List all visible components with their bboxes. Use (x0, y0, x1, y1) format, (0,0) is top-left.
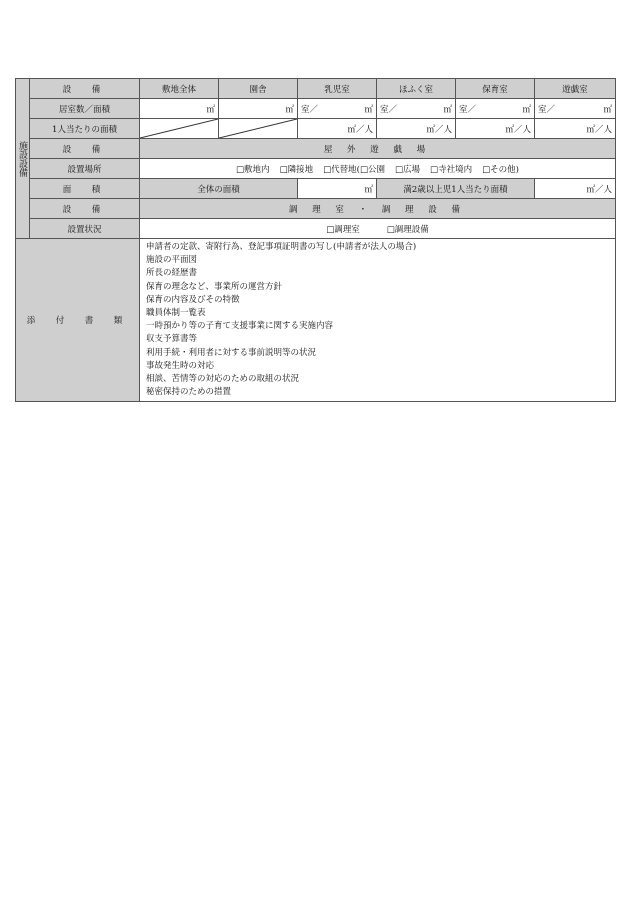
attachment-item: 所長の経歴書 (146, 268, 198, 279)
room-prefix: 室／ (538, 104, 556, 115)
outdoor-header-row (16, 139, 616, 159)
attachments-row (16, 239, 616, 402)
attachment-item: 収支予算書等 (146, 334, 198, 345)
unit-sqm: ㎡ (522, 104, 531, 115)
unit-sqm: ㎡ (285, 104, 294, 115)
equipment-header-row (16, 79, 616, 99)
col-site-total: 敷地全体 (140, 79, 219, 99)
crawling-room-field[interactable] (377, 99, 456, 119)
attachments-label: 添 付 書 類 (16, 239, 140, 402)
diagonal-line (219, 119, 297, 138)
attachment-item: 利用手続・利用者に対する事前説明等の状況 (146, 347, 317, 358)
unit-sqm-per-person: ㎡／人 (586, 184, 612, 195)
unit-sqm: ㎡ (364, 104, 373, 115)
total-area-field[interactable] (298, 179, 377, 199)
location-row (16, 159, 616, 179)
infant-room-field[interactable] (298, 99, 377, 119)
facility-side-label: 施設設備 (16, 79, 30, 239)
total-area-label: 全体の面積 (140, 179, 298, 199)
room-prefix: 室／ (301, 104, 319, 115)
area-label: 面 積 (30, 179, 140, 199)
diagonal-blank-cell (140, 119, 219, 139)
attachment-item: 一時預かり等の子育て支援事業に関する実施内容 (146, 321, 334, 332)
outdoor-equipment-label: 設 備 (30, 139, 140, 159)
location-label: 設置場所 (30, 159, 140, 179)
facility-table (15, 78, 616, 402)
attachments-list (140, 239, 616, 402)
attachment-item: 事故発生時の対応 (146, 360, 215, 371)
attachment-item: 保育の理念など、事業所の運営方針 (146, 281, 283, 292)
checkbox-alternative[interactable]: □代替地(□公園 (323, 164, 386, 175)
unit-sqm-per-person: ㎡／人 (586, 124, 612, 135)
checkbox-plaza[interactable]: □広場 (395, 164, 421, 175)
unit-sqm: ㎡ (364, 184, 373, 195)
building-area-field[interactable] (219, 99, 298, 119)
checkbox-temple-shrine[interactable]: □寺社境内 (430, 164, 473, 175)
room-prefix: 室／ (380, 104, 398, 115)
per-child-area-field[interactable] (535, 179, 616, 199)
nursery-room-field[interactable] (456, 99, 535, 119)
per-child-area-label: 満2歳以上児1人当たり面積 (377, 179, 535, 199)
nursery-per-person-field[interactable] (456, 119, 535, 139)
attachment-item: 職員体制一覧表 (146, 308, 206, 319)
checkbox-kitchen-room[interactable]: □調理室 (326, 224, 360, 235)
equipment-label: 設 備 (30, 79, 140, 99)
playroom-per-person-field[interactable] (535, 119, 616, 139)
unit-sqm-per-person: ㎡／人 (505, 124, 531, 135)
unit-sqm: ㎡ (443, 104, 452, 115)
attachment-item: 保育の内容及びその特徴 (146, 294, 240, 305)
unit-sqm: ㎡ (206, 104, 215, 115)
infant-per-person-field[interactable] (298, 119, 377, 139)
col-crawling-room: ほふく室 (377, 79, 456, 99)
unit-sqm-per-person: ㎡／人 (347, 124, 373, 135)
checkbox-on-site[interactable]: □敷地内 (236, 164, 270, 175)
diagonal-line (140, 119, 218, 138)
col-nursery-room: 保育室 (456, 79, 535, 99)
site-area-field[interactable] (140, 99, 219, 119)
col-infant-room: 乳児室 (298, 79, 377, 99)
outdoor-area-row (16, 179, 616, 199)
playroom-field[interactable] (535, 99, 616, 119)
diagonal-blank-cell (219, 119, 298, 139)
kitchen-status-label: 設置状況 (30, 219, 140, 239)
unit-sqm-per-person: ㎡／人 (426, 124, 452, 135)
kitchen-options (140, 219, 616, 239)
col-playroom: 遊戯室 (535, 79, 616, 99)
kitchen-equipment-label: 設 備 (30, 199, 140, 219)
room-prefix: 室／ (459, 104, 477, 115)
col-building: 園舎 (219, 79, 298, 99)
application-form-sheet (15, 78, 615, 402)
rooms-area-row (16, 99, 616, 119)
checkbox-kitchen-equipment[interactable]: □調理設備 (386, 224, 429, 235)
kitchen-status-row (16, 219, 616, 239)
rooms-area-label: 居室数／面積 (30, 99, 140, 119)
location-options (140, 159, 616, 179)
per-person-label: 1人当たりの面積 (30, 119, 140, 139)
attachment-item: 申請者の定款、寄附行為、登記事項証明書の写し(申請者が法人の場合) (146, 242, 417, 252)
crawling-per-person-field[interactable] (377, 119, 456, 139)
outdoor-title: 屋 外 遊 戯 場 (140, 139, 616, 159)
attachment-item: 秘密保持のための措置 (146, 387, 232, 398)
unit-sqm: ㎡ (603, 104, 612, 115)
per-person-row (16, 119, 616, 139)
kitchen-title: 調 理 室 ・ 調 理 設 備 (140, 199, 616, 219)
checkbox-adjacent[interactable]: □隣接地 (279, 164, 314, 175)
attachment-item: 施設の平面図 (146, 255, 198, 266)
kitchen-header-row (16, 199, 616, 219)
attachment-item: 相談、苦情等の対応のための取組の状況 (146, 374, 300, 385)
checkbox-other[interactable]: □その他) (482, 164, 519, 175)
